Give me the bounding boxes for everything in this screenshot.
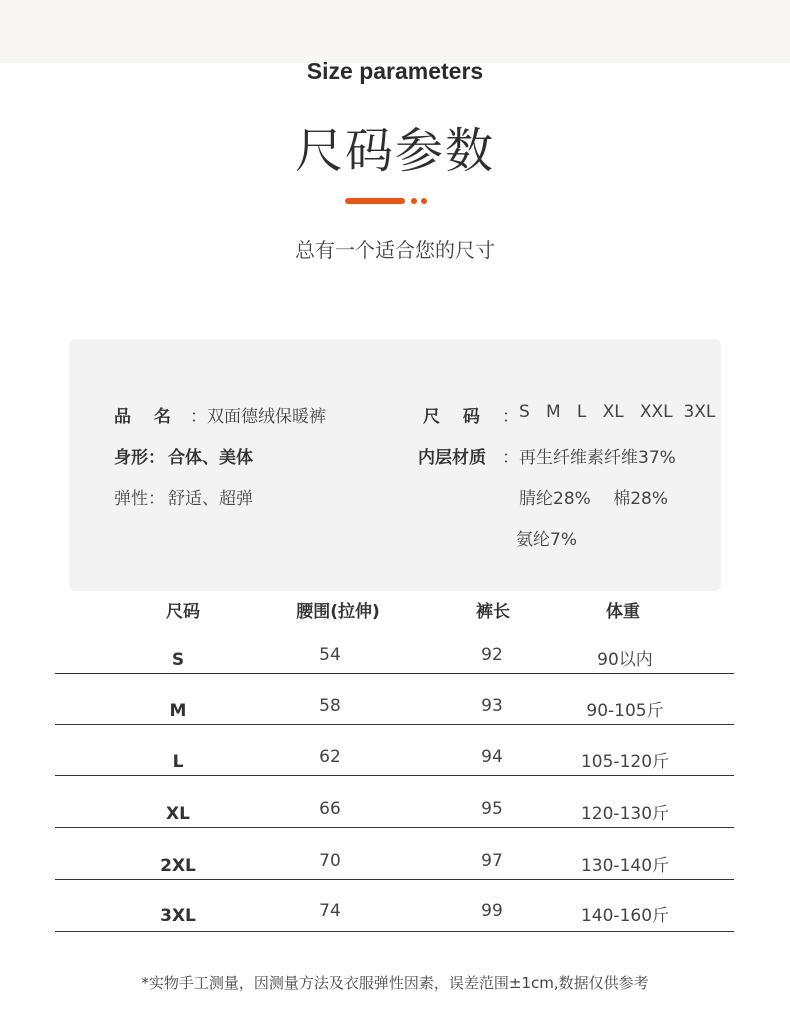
accent-dot-1 — [411, 198, 417, 204]
table-row — [55, 623, 734, 674]
row-divider — [55, 775, 734, 776]
size-sep: ： — [502, 407, 519, 427]
subtitle: 总有一个适合您的尺寸 — [295, 238, 495, 262]
accent-dot-2 — [421, 198, 427, 204]
material-sep: ： — [502, 448, 519, 468]
table-row — [55, 777, 734, 828]
cell-waist: 74 — [319, 901, 341, 921]
cell-length: 95 — [481, 799, 503, 819]
cell-weight: 105-120斤 — [580, 752, 670, 772]
size-label: 尺 码 — [423, 407, 480, 427]
header-weight: 体重 — [606, 602, 640, 622]
header-waist: 腰围(拉伸) — [296, 602, 380, 622]
cell-size: 2XL — [160, 856, 196, 876]
cell-waist: 70 — [319, 851, 341, 871]
table-row — [55, 725, 734, 776]
product-name-sep: ： — [190, 407, 207, 427]
material-line-2: 腈纶28% 棉28% — [519, 489, 668, 509]
cell-waist: 54 — [319, 645, 341, 665]
cell-weight: 90-105斤 — [586, 701, 664, 721]
cell-size: S — [171, 650, 185, 670]
english-title: Size parameters — [306, 58, 484, 84]
cell-size: L — [172, 752, 184, 772]
cell-length: 93 — [481, 696, 503, 716]
elastic-label: 弹性： — [114, 489, 165, 509]
cell-waist: 66 — [319, 799, 341, 819]
header-size: 尺码 — [166, 602, 200, 622]
table-row — [55, 829, 734, 880]
page-title: 尺码参数 — [294, 123, 495, 179]
table-row — [55, 674, 734, 725]
cell-weight: 90以内 — [597, 650, 653, 670]
cell-size: M — [169, 701, 187, 721]
cell-waist: 58 — [319, 696, 341, 716]
shape-label: 身形： — [114, 448, 165, 468]
product-name-label: 品 名 — [114, 407, 171, 427]
product-name-value: 双面德绒保暖裤 — [207, 407, 326, 427]
row-divider — [55, 879, 734, 880]
material-label: 内层材质 — [418, 448, 486, 468]
cell-length: 94 — [481, 747, 503, 767]
cell-weight: 130-140斤 — [580, 856, 670, 876]
elastic-value: 舒适、超弹 — [168, 489, 253, 509]
shape-value: 合体、美体 — [168, 448, 253, 468]
table-row — [55, 881, 734, 932]
cell-length: 97 — [481, 851, 503, 871]
material-line-3: 氨纶7% — [516, 530, 577, 550]
cell-length: 99 — [481, 901, 503, 921]
accent-bar — [345, 198, 405, 204]
material-line-1: 再生纤维素纤维37% — [519, 448, 676, 468]
size-values: S M L XL XXL 3XL — [519, 402, 716, 422]
header-length: 裤长 — [476, 602, 510, 622]
cell-waist: 62 — [319, 747, 341, 767]
top-band — [0, 0, 790, 63]
cell-weight: 120-130斤 — [580, 804, 670, 824]
row-divider — [55, 931, 734, 932]
cell-size: 3XL — [160, 906, 196, 926]
cell-size: XL — [166, 804, 190, 824]
cell-weight: 140-160斤 — [580, 906, 670, 926]
cell-length: 92 — [481, 645, 503, 665]
footnote: *实物手工测量，因测量方法及衣服弹性因素，误差范围±1cm,数据仅供参考 — [141, 974, 649, 992]
row-divider — [55, 827, 734, 828]
